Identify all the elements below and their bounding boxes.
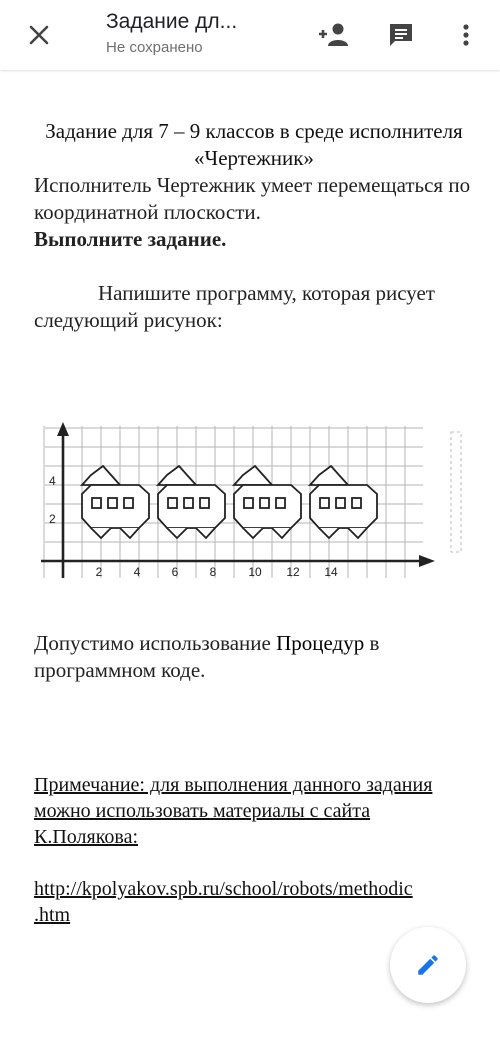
x-label-2: 2	[95, 565, 103, 579]
x-label-14: 14	[324, 565, 338, 579]
y-axis-arrow	[57, 422, 69, 436]
comment-icon	[387, 21, 415, 49]
edit-pencil-icon	[415, 952, 441, 978]
x-label-8: 8	[209, 565, 217, 579]
url-line-2: .htm	[34, 904, 71, 926]
drawing-figure	[33, 418, 463, 586]
intro-paragraph: Исполнитель Чертежник умеет перемещаться по координатной плоскости.	[34, 173, 471, 224]
y-label-4: 4	[49, 474, 56, 488]
comment-button[interactable]	[382, 16, 420, 54]
edit-fab-button[interactable]	[390, 927, 466, 1003]
x-axis-arrow	[419, 555, 435, 567]
add-person-icon	[317, 22, 351, 48]
doc-title: Задание дл...	[106, 10, 238, 33]
x-label-12: 12	[286, 565, 300, 579]
save-status: Не сохранено	[106, 39, 203, 56]
more-button[interactable]	[452, 16, 480, 54]
y-label-2: 2	[49, 512, 56, 526]
task-paragraph: Напишите программу, которая рисует следующий рисунок:	[34, 281, 435, 332]
close-icon	[27, 23, 51, 47]
app-bar	[0, 0, 500, 70]
x-label-6: 6	[171, 565, 179, 579]
allowed-bold: Процедур	[276, 631, 365, 655]
url-line-1: http://kpolyakov.spb.ru/school/robots/methodic	[34, 878, 413, 900]
allowed-suffix: в программном коде.	[34, 631, 380, 682]
add-person-button[interactable]	[314, 16, 354, 54]
close-button[interactable]	[20, 16, 58, 54]
title-block	[106, 10, 296, 56]
document-body	[34, 118, 474, 334]
x-label-4: 4	[133, 565, 141, 579]
more-vert-icon	[462, 23, 470, 47]
allowed-prefix: Допустимо использование	[34, 631, 277, 655]
figure-edge-artifact	[451, 432, 461, 552]
instruction-line: Выполните задание.	[34, 227, 227, 251]
x-label-10: 10	[248, 565, 262, 579]
note-link[interactable]: Примечание: для выполнения данного задания можно использовать материалы с сайта К.Полякова:	[34, 774, 433, 848]
allowed-paragraph	[34, 630, 474, 684]
task-heading: Задание для 7 – 9 классов в среде исполнителя «Чертежник»	[45, 119, 463, 170]
url-link[interactable]	[34, 876, 474, 928]
